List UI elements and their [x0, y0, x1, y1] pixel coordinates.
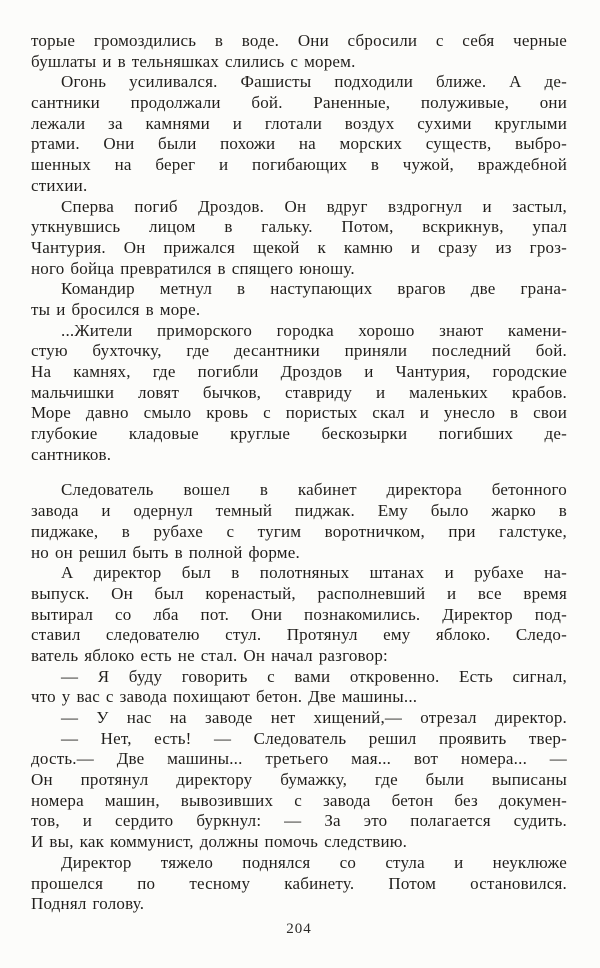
- text-line: Огонь усиливался. Фашисты подходили ближе. А де-: [61, 72, 567, 92]
- text-line: Он протянул директору бумажку, где были выписаны: [31, 770, 567, 790]
- page-number: 204: [286, 920, 312, 937]
- section-sea-battle: [31, 31, 567, 465]
- text-line: — У нас на заводе нет хищений,— отрезал директор.: [61, 708, 567, 727]
- text-line: Директор тяжело поднялся со стула и неуклюже: [61, 852, 567, 872]
- text-line: А директор был в полотняных штанах и рубахе на-: [61, 563, 567, 583]
- text-line: ватель яблоко есть не стал. Он начал разговор:: [31, 645, 388, 665]
- text-line: вытирал со лба пот. Они познакомились. Директор под-: [31, 604, 567, 624]
- text-line: но он решил быть в полной форме.: [31, 542, 300, 562]
- text-line: стихии.: [31, 175, 88, 195]
- text-line: шенных на берег и погибающих в чужой, враждебной: [31, 155, 567, 175]
- text-line: ...Жители приморского городка хорошо знают камени-: [61, 320, 567, 340]
- text-line: Командир метнул в наступающих врагов две грана-: [61, 279, 567, 299]
- text-line: уткнувшись лицом в гальку. Потом, вскрикнув, упал: [31, 217, 567, 237]
- text-line: сантники продолжали бой. Раненные, полуживые, они: [31, 93, 567, 113]
- text-line: Чантурия. Он прижался щекой к камню и сразу из гроз-: [31, 237, 567, 257]
- text-line: ты и бросился в море.: [31, 299, 201, 319]
- text-line: тов, и сердито буркнул: — За это полагается судить.: [31, 811, 567, 831]
- text-line: сантников.: [31, 444, 112, 464]
- text-line: бушлаты и в тельняшках слились с морем.: [31, 51, 356, 71]
- text-line: На камнях, где погибли Дроздов и Чантурия, городские: [31, 362, 567, 381]
- text-line: лежали за камнями и глотали воздух сухими круглыми: [31, 113, 567, 133]
- text-line: дость.— Две машины... третьего мая... вот номера... —: [31, 749, 567, 769]
- text-line: Поднял голову.: [31, 894, 145, 914]
- text-line: Море давно смыло кровь с пористых скал и унесло в свои: [31, 403, 567, 423]
- text-line: — Нет, есть! — Следователь решил проявить твер-: [61, 728, 567, 748]
- text-line: стую бухточку, где десантники приняли последний бой.: [31, 341, 567, 361]
- text-line: завода и одернул темный пиджак. Ему было жарко в: [31, 501, 567, 521]
- section-investigator: [31, 480, 567, 914]
- text-line: И вы, как коммунист, должны помочь следствию.: [31, 832, 408, 852]
- text-block: [31, 31, 567, 915]
- text-line: пиджаке, в рубахе с тугим воротничком, при галстуке,: [31, 521, 567, 541]
- text-line: Сперва погиб Дроздов. Он вдруг вздрогнул и застыл,: [61, 196, 567, 216]
- text-line: ного бойца превратился в спящего юношу.: [31, 258, 355, 278]
- text-line: выпуск. Он был коренастый, располневший и все время: [31, 583, 567, 603]
- text-line: торые громоздились в воде. Они сбросили с себя черные: [31, 31, 567, 50]
- text-line: Следователь вошел в кабинет директора бетонного: [61, 480, 567, 500]
- text-line: ртами. Они были похожи на морских существ, выбро-: [31, 134, 567, 154]
- text-line: прошелся по тесному кабинету. Потом остановился.: [31, 873, 567, 893]
- text-line: номера машин, вывозивших с завода бетон без докумен-: [31, 790, 567, 810]
- text-line: глубокие кладовые круглые бескозырки погибших де-: [31, 424, 567, 444]
- text-line: мальчишки ловят бычков, ставриду и маленьких крабов.: [31, 382, 567, 402]
- text-line: что у вас с завода похищают бетон. Две машины...: [31, 687, 418, 707]
- text-line: — Я буду говорить с вами откровенно. Есть сигнал,: [61, 666, 567, 686]
- text-line: ставил следователю стул. Протянул ему яблоко. Следо-: [31, 625, 567, 645]
